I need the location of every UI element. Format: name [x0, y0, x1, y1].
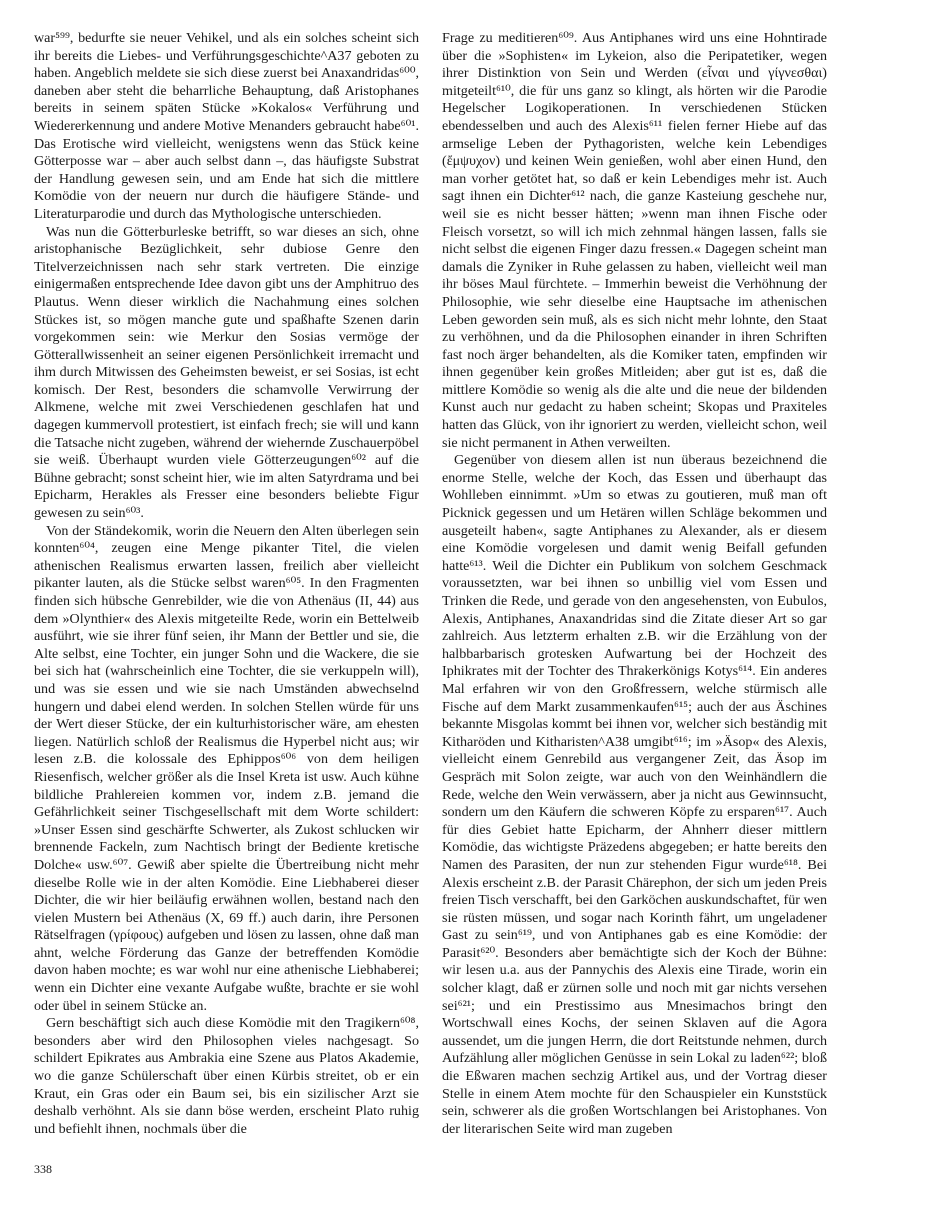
right-column — [442, 30, 827, 1180]
left-column — [34, 30, 419, 1180]
page-number: 338 — [34, 1162, 52, 1176]
paragraph: Von der Ständekomik, worin die Neuern den Alten überlegen sein konnten⁶⁰⁴, zeugen eine Menge pikanter Titel, die vielen athenischen Realismus erwarten lassen, freilich aber vielleicht pikanter lauten, als die Stücke selbst waren⁶⁰⁵. In den Fragmenten finden sich hübsche Genrebilder, wie die von Athenäus (II, 44) aus dem »Olynthier« des Alexis mitgeteilte Rede, worin ein Bettelweib ausführt, wie sie ihrer fünf seien, ihr Mann der Bettler und sie, die Alte selbst, eine Tochter, ein junger Sohn und die Wackere, die sie bei sich hat (wahrscheinlich eine Tochter, die sie verkuppeln will), und was sie essen und wie sie nach Umständen abwechselnd hungern und dabei elend werden. In solchen Stellen würde für uns der Wert dieser Stücke, der ein kulturhistorischer wäre, am ehesten liegen. Natürlich schloß der Realismus die Hyperbel nicht aus; wir lesen z.B. die kolossale des Ephippos⁶⁰⁶ von dem heiligen Riesenfisch, welcher größer als die Insel Kreta ist usw. Auch kühne bildliche Prahlereien kommen vor, indem z.B. jemand die Gefährlichkeit seiner Tischgesellschaft mit dem Worte schildert: »Unser Essen sind geschärfte Schwerter, als Zukost schlucken wir brennende Fackeln, zum Nachtisch bringt der Bediente kretische Dolche« usw.⁶⁰⁷. Gewiß aber spielte die Übertreibung nicht mehr dieselbe Rolle wie in der alten Komödie. Eine Liebhaberei dieser Dichter, die wir hier beiläufig erwähnen wollen, bestand nach den vielen Mustern bei Athenäus (X, 69 ff.) auch darin, ihre Personen Rätselfragen (γρίφους) aufgeben und lösen zu lassen, ohne daß man ahnt, welche Förderung das Ganze der betreffenden Komödie davon haben mochte; es war wohl nur eine athenische Liebhaberei; wenn ein Dichter eine vexante Aufgabe wußte, brachte er sie wohl oder übel in seinem Stücke an. — [34, 522, 419, 1014]
paragraph: Gern beschäftigt sich auch diese Komödie mit den Tragikern⁶⁰⁸, besonders aber wird den Philosophen vieles nachgesagt. So schildert Epikrates aus Ambrakia eine Szene aus Platos Akademie, wo die ganze Schülerschaft über einen Kürbis streitet, ob er ein Kraut, ein Gras oder ein Baum sei, bis ein sizilischer Arzt sie deshalb verhöhnt. Als sie dann böse werden, erscheint Plato ruhig und befiehlt ihnen, nochmals über die — [34, 1015, 419, 1137]
paragraph: war⁵⁹⁹, bedurfte sie neuer Vehikel, und als ein solches scheint sich ihr bereits die Liebes- und Verführungsgeschichte^A37 geboten zu haben. Angeblich meldete sie sich diese zuerst bei Anaxandridas⁶⁰⁰, daneben aber steht die beharrliche Behauptung, daß Aristophanes bereits in seinem späten Stücke »Kokalos« Verführung und Wiedererkennung und andere Motive Menanders gebraucht habe⁶⁰¹. Das Erotische wird vielleicht, wenigstens wenn das Stück keine Götterposse war – aber auch selbst dann –, das häufigste Substrat der Handlung gewesen sein, und am Ende hat sich die mittlere Komödie von der neuern nur durch die häufigere Stände- und Literaturparodie und durch das Mythologische unterschieden. — [34, 30, 419, 222]
paragraph: Gegenüber von diesem allen ist nun überaus bezeichnend die enorme Stelle, welche der Koch, das Essen und überhaupt das Wohlleben einnimmt. »Um so etwas zu goutieren, muß man oft Picknick gegessen und um Hetären willen Schläge bekommen und ausgeteilt haben«, sagte Antiphanes zu Alexander, als er diesem eine Komödie vorgelesen und damit wenig Beifall gefunden hatte⁶¹³. Weil die Dichter ein Publikum von solchem Geschmack voraussetzten, war bei ihnen so unbillig viel vom Essen und Trinken die Rede, und gerade von den angesehensten, von Eubulos, Alexis, Antiphanes, Anaxandridas sind die Zitate dieser Art so gar zahlreich. Aus letzterm erhalten z.B. wir die Erzählung von der halbbarbarisch grotesken Aufwartung bei der Hochzeit des Iphikrates mit der Tochter des Thrakerkönigs Kotys⁶¹⁴. Ein anderes Mal erfahren wir von den Großfressern, welche stürmisch alle Fische auf dem Markt zusammenkaufen⁶¹⁵; auch der aus Äschines bekannte Misgolas kommt bei ihnen vor, welcher sich beständig mit Kitharöden und Kitharisten^A38 umgibt⁶¹⁶; im »Äsop« des Alexis, vielleicht einem Genrebild aus vergangener Zeit, das Äsop im Gespräch mit Solon zeigte, war auch von den Weinhändlern die Rede, welche den Wein verwässern, aber ja nicht aus Gewinnsucht, sondern um den Käufern die schweren Köpfe zu ersparen⁶¹⁷. Auch für dies Gebiet hatte Epicharm, der Ahnherr dieser mittlern Komödie, das wichtigste Präzedens abgegeben; er hatte bereits den Namen des Parasiten, der nun zur stehenden Figur wurde⁶¹⁸. Bei Alexis erscheint z.B. der Parasit Chärephon, der sich um jeden Preis freien Tisch verschafft, bei den Garköchen auskundschaftet, für wen sie rüsten müssen, und sogar nach Korinth fährt, um ungeladener Gast zu sein⁶¹⁹, und von Antiphanes gab es eine Komödie: der Parasit⁶²⁰. Besonders aber bemächtigte sich der Koch der Bühne: wir lesen u.a. aus der Pannychis des Alexis eine Tirade, worin ein solcher klagt, daß er zürnen solle und noch mit gar nichts versehen sei⁶²¹; und ein Prestissimo aus Mnesimachos bringt den Wortschwall eines Kochs, der seinen Sklaven auf die Agora aussendet, um die jungen Herrn, die dort Reitstunde nehmen, durch Aufzählung aller möglichen Genüsse in sein Lokal zu laden⁶²²; bloß die Eßwaren machen sechzig Artikel aus, und der Vortrag dieser Stelle in einem Atem mochte für den Schauspieler ein Kunststück sein, schwerer als die großen Wortschlangen bei Aristophanes. Von der literarischen Seite wird man zugeben — [442, 452, 827, 1137]
book-page — [34, 30, 902, 1180]
paragraph: Frage zu meditieren⁶⁰⁹. Aus Antiphanes wird uns eine Hohntirade über die »Sophisten« im Lykeion, also die Peripatetiker, wegen ihrer Distinktion von Sein und Werden (εἶναι und γίγνεσθαι) mitgeteilt⁶¹⁰, die für uns ganz so klingt, als hörten wir die Parodie Hegelscher Logikoperationen. In verschiedenen Stücken ebendesselben und auch des Alexis⁶¹¹ fielen ferner Hiebe auf das armselige Leben der Pythagoristen, welche kein Lebendiges (ἔμψυχον) und keinen Wein genießen, wohl aber einen Hund, den man vorher getötet hat, so daß er kein Lebendiges mehr ist. Auch sagt ihnen ein Dichter⁶¹² nach, die ganze Kasteiung geschehe nur, weil sie es nicht besser hätten; »wenn man ihnen Fische oder Fleisch vorsetzt, so will ich mich zehnmal hängen lassen, falls sie nicht selbst die eigenen Finger dazu fressen.« Dagegen scheint man damals die Zyniker in Ruhe gelassen zu haben, vielleicht weil man ihr böses Maul fürchtete. – Immerhin beweist die Verhöhnung der Philosophie, wie sehr dieselbe eine Hauptsache im athenischen Leben geworden sein muß, als es sich nicht mehr lohnte, den Staat zu verhöhnen, und da die Philosophen einander in ihren Schriften fast noch ärger behandelten, als die Komiker taten, empfinden wir ihnen gegenüber kein großes Mitleiden; aber gut ist es, daß die mittlere Komödie so wenig als die alte und die neue der bildenden Kunst auch nur gedacht zu haben scheint; Skopas und Praxiteles hatten das Glück, von ihr ignoriert zu werden, vielleicht schon, weil sie nicht permanent in Athen verweilten. — [442, 30, 827, 451]
paragraph: Was nun die Götterburleske betrifft, so war dieses an sich, ohne aristophanische Bezüglichkeit, sehr dubiose Genre den Titelverzeichnissen nach sehr stark vertreten. Die einzige einigermaßen entsprechende Idee davon gibt uns der Amphitruo des Plautus. Wenn dieser wirklich die Nachahmung eines solchen Stückes ist, so mögen manche gute und spaßhafte Szenen darin vorgekommen sein: wie Merkur den Sosias vermöge der Götterallwissenheit an seiner eigenen Persönlichkeit irremacht und ihm durch Mitwissen des Geheimsten beweist, er sei Sosias, ist echt komisch. Der Rest, besonders die schamvolle Verwirrung der Alkmene, welche mit zwei Verschiedenen geschlafen hat und dagegen kummervoll protestiert, ist einfach frech; sie will und kann die Tatsache nicht zugeben, während der wiehernde Zuschauerpöbel sie weiß. Überhaupt wurden viele Götterzeugungen⁶⁰² auf die Bühne gebracht; sonst scheint hier, wie im alten Satyrdrama und bei Epicharm, Herakles als Fresser eine besonders beliebte Figur gewesen zu sein⁶⁰³. — [34, 223, 419, 522]
